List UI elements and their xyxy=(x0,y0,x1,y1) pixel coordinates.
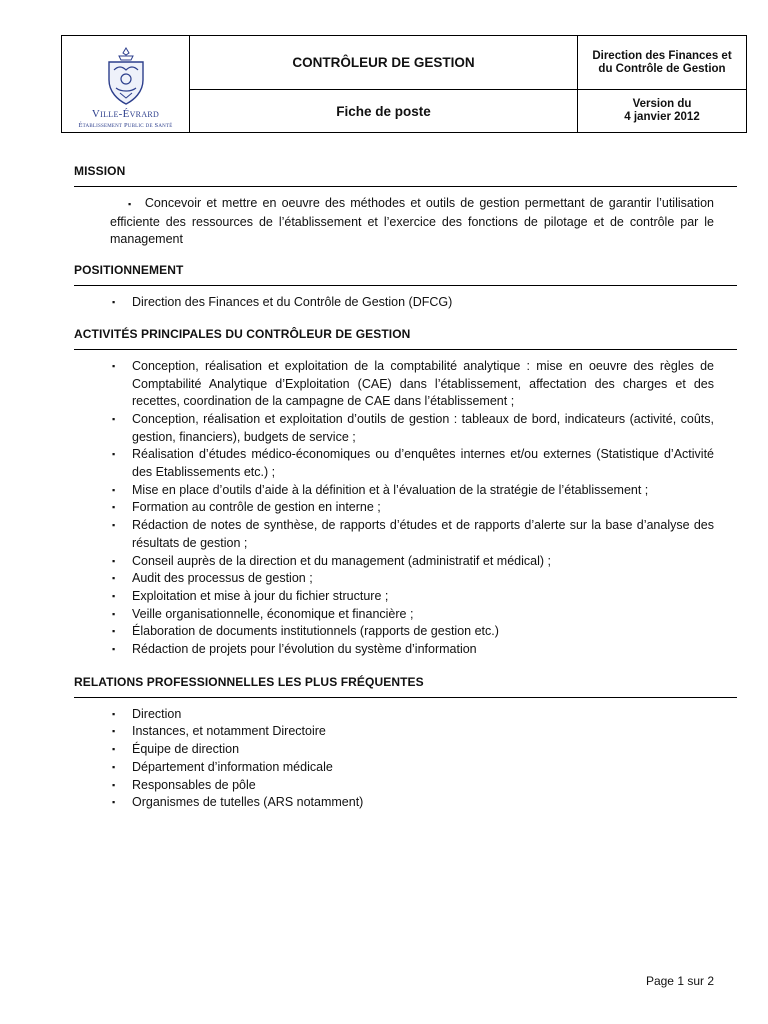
section-title: RELATIONS PROFESSIONNELLES LES PLUS FRÉQUENTES xyxy=(74,674,424,689)
list-item-text: Veille organisationnelle, économique et financière ; xyxy=(132,606,414,621)
logo-block xyxy=(62,36,190,132)
version-cell xyxy=(578,90,746,132)
bullet-square-icon: ▪ xyxy=(112,744,116,755)
title-cell xyxy=(190,36,578,90)
list-item xyxy=(74,195,737,249)
section-positionnement xyxy=(74,263,737,312)
bullet-square-icon: ▪ xyxy=(112,413,116,424)
list-item-text: Direction des Finances et du Contrôle de Gestion (DFCG) xyxy=(132,295,453,310)
bullet-square-icon: ▪ xyxy=(112,360,116,371)
bullet-square-icon: ▪ xyxy=(112,484,116,495)
bullet-square-icon: ▪ xyxy=(112,761,116,772)
list-item xyxy=(74,794,737,812)
bullet-square-icon: ▪ xyxy=(112,644,116,655)
bullet-list xyxy=(74,294,737,312)
list-item-text: Concevoir et mettre en oeuvre des méthodes et outils de gestion permettant de garantir l’utilisation efficiente des ressources de l’établissement et l’exercice des fonctions de pilotage et de contrôle par le management xyxy=(110,196,714,247)
list-item xyxy=(74,499,737,517)
list-item-text: Exploitation et mise à jour du fichier structure ; xyxy=(132,588,389,603)
list-item xyxy=(74,777,737,795)
version-line-1: Version du xyxy=(632,98,692,110)
section-mission xyxy=(74,164,737,249)
page-number: Page 1 sur 2 xyxy=(645,974,714,988)
section-title: POSITIONNEMENT xyxy=(74,263,184,278)
list-item-text: Instances, et notamment Directoire xyxy=(132,724,326,739)
list-item xyxy=(74,588,737,606)
section-relations xyxy=(74,675,737,812)
logo-name: Ville-Évrard xyxy=(91,107,160,120)
list-item-text: Organismes de tutelles (ARS notamment) xyxy=(132,795,364,810)
list-item-text: Conception, réalisation et exploitation d’outils de gestion : tableaux de bord, indicateurs (activité, coûts, gestion, financiers), budgets de service ; xyxy=(132,411,714,444)
bullet-list xyxy=(74,706,737,812)
list-item-text: Département d’information médicale xyxy=(132,759,333,774)
document-body xyxy=(74,164,737,812)
bullet-list xyxy=(74,358,737,659)
bullet-list xyxy=(74,195,737,249)
subtitle-cell xyxy=(190,90,578,132)
bullet-square-icon: ▪ xyxy=(128,199,133,209)
bullet-square-icon: ▪ xyxy=(112,626,116,637)
department-cell xyxy=(578,36,746,90)
bullet-square-icon: ▪ xyxy=(112,449,116,460)
document-subtitle: Fiche de poste xyxy=(336,103,431,119)
department-line-2: du Contrôle de Gestion xyxy=(598,62,726,75)
list-item-text: Audit des processus de gestion ; xyxy=(132,571,313,586)
section-divider xyxy=(74,285,737,286)
bullet-square-icon: ▪ xyxy=(112,708,116,719)
list-item xyxy=(74,553,737,571)
list-item xyxy=(74,294,737,312)
section-divider xyxy=(74,349,737,350)
list-item xyxy=(74,706,737,724)
list-item xyxy=(74,759,737,777)
list-item-text: Direction xyxy=(132,706,182,721)
bullet-square-icon: ▪ xyxy=(112,297,116,308)
list-item xyxy=(74,411,737,446)
list-item xyxy=(74,606,737,624)
section-title: ACTIVITÉS PRINCIPALES DU CONTRÔLEUR DE GESTION xyxy=(74,326,411,341)
section-divider xyxy=(74,186,737,187)
document-title: CONTRÔLEUR DE GESTION xyxy=(292,55,475,70)
bullet-square-icon: ▪ xyxy=(112,726,116,737)
list-item-text: Responsables de pôle xyxy=(132,777,256,792)
section-activites xyxy=(74,327,737,659)
bullet-square-icon: ▪ xyxy=(112,573,116,584)
list-item-text: Conception, réalisation et exploitation de la comptabilité analytique : mise en oeuvre des règles de Comptabilité Analytique d’Exploitation (CAE) dans l’établissement, affectation des charges et des recettes, coordination de la campagne de CAE dans l’établissement ; xyxy=(132,358,714,409)
list-item-text: Équipe de direction xyxy=(132,742,240,757)
list-item xyxy=(74,358,737,411)
section-divider xyxy=(74,697,737,698)
bullet-square-icon: ▪ xyxy=(112,555,116,566)
list-item-text: Formation au contrôle de gestion en interne ; xyxy=(132,500,381,515)
list-item-text: Conseil auprès de la direction et du management (administratif et médical) ; xyxy=(132,553,551,568)
list-item-text: Mise en place d’outils d’aide à la définition et à l’évaluation de la stratégie de l’établissement ; xyxy=(132,482,649,497)
header-table xyxy=(61,35,747,133)
bullet-square-icon: ▪ xyxy=(112,590,116,601)
list-item xyxy=(74,570,737,588)
list-item xyxy=(74,623,737,641)
list-item-text: Réalisation d’études médico-économiques ou d’enquêtes internes et/ou externes (Statistique d’Activité des Etablissements etc.) ; xyxy=(132,447,714,480)
bullet-square-icon: ▪ xyxy=(112,797,116,808)
list-item-text: Rédaction de notes de synthèse, de rapports d’études et de rapports d’alerte sur la base d’analyse des résultats de gestion ; xyxy=(132,518,714,550)
list-item xyxy=(74,517,737,552)
list-item xyxy=(74,723,737,741)
list-item xyxy=(74,741,737,759)
bullet-square-icon: ▪ xyxy=(112,520,116,531)
bullet-square-icon: ▪ xyxy=(112,779,116,790)
list-item xyxy=(74,641,737,659)
bullet-square-icon: ▪ xyxy=(112,608,116,619)
version-line-2: 4 janvier 2012 xyxy=(624,111,700,123)
bullet-square-icon: ▪ xyxy=(112,502,116,513)
coat-of-arms-logo-icon xyxy=(104,46,148,106)
list-item xyxy=(74,446,737,481)
list-item-text: Rédaction de projets pour l’évolution du système d’information xyxy=(132,642,477,657)
list-item xyxy=(74,482,737,500)
list-item-text: Élaboration de documents institutionnels (rapports de gestion etc.) xyxy=(132,624,499,639)
section-title: MISSION xyxy=(74,164,126,178)
department-line-1: Direction des Finances et xyxy=(592,49,732,62)
logo-subtitle: Établissement Public de Santé xyxy=(78,121,173,129)
